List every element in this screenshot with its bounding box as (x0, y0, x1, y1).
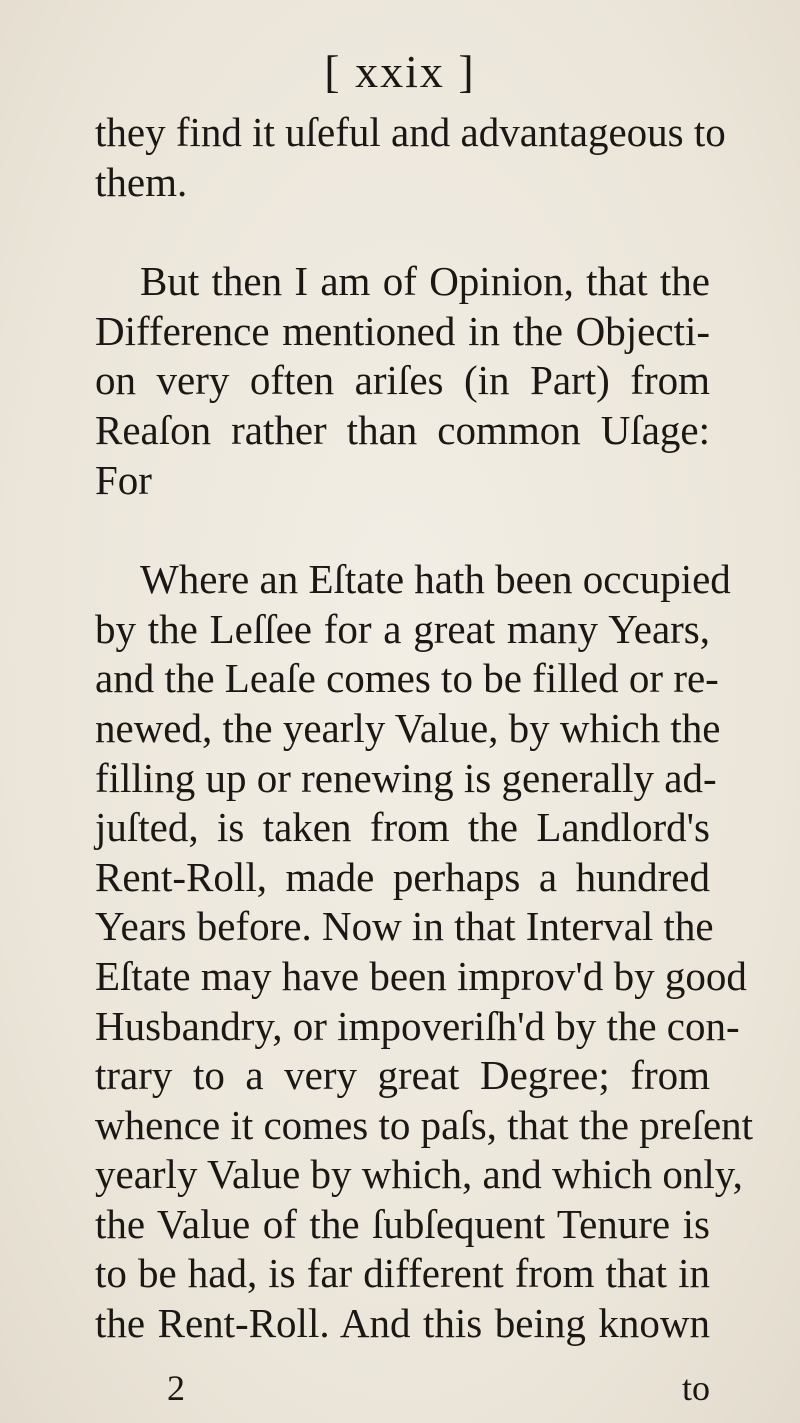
paragraph-2 (95, 257, 710, 505)
paragraph-1 (95, 108, 726, 207)
text-line: trary to a very great Degree; from (95, 1052, 710, 1099)
text-line: For (95, 456, 152, 503)
text-line: yearly Value by which, and which only, (95, 1151, 743, 1198)
text-line: on very often ariſes (in Part) from (95, 357, 710, 404)
text-line: and the Leaſe comes to be filled or re- (95, 655, 719, 702)
text-line: newed, the yearly Value, by which the (95, 704, 721, 751)
text-line: Years before. Now in that Interval the (95, 903, 714, 950)
text-line: juſted, is taken from the Landlord's (95, 804, 710, 851)
paragraph-gap (95, 207, 710, 257)
text-line: Eſtate may have been improv'd by good (95, 952, 747, 999)
paragraph-gap (95, 505, 710, 555)
page-number-header: [ xxix ] (324, 46, 476, 97)
text-line: Difference mentioned in the Objecti- (95, 307, 710, 354)
paragraph-3 (95, 555, 754, 1349)
text-line: Husbandry, or impoveriſh'd by the con- (95, 1002, 740, 1049)
text-line: by the Leſſee for a great many Years, (95, 605, 710, 652)
text-line: the Rent-Roll. And this being known (95, 1300, 710, 1347)
text-line: to be had, is far different from that in (95, 1250, 710, 1297)
text-line: But then I am of Opinion, that the (140, 258, 710, 305)
text-line: they find it uſeful and advantageous to (95, 109, 726, 155)
body-text (95, 108, 754, 1349)
text-line: the Value of the ſubſequent Tenure is (95, 1200, 710, 1247)
signature-mark: 2 (167, 1368, 185, 1408)
catchword: to (681, 1368, 710, 1408)
text-line: Reaſon rather than common Uſage: (95, 406, 710, 453)
text-line: filling up or renewing is generally ad- (95, 754, 717, 801)
text-line: whence it comes to paſs, that the preſent (95, 1101, 754, 1148)
text-line: Rent-Roll, made perhaps a hundred (95, 853, 710, 900)
text-line: Where an Eſtate hath been occupied (140, 556, 731, 603)
text-line: them. (95, 158, 188, 205)
